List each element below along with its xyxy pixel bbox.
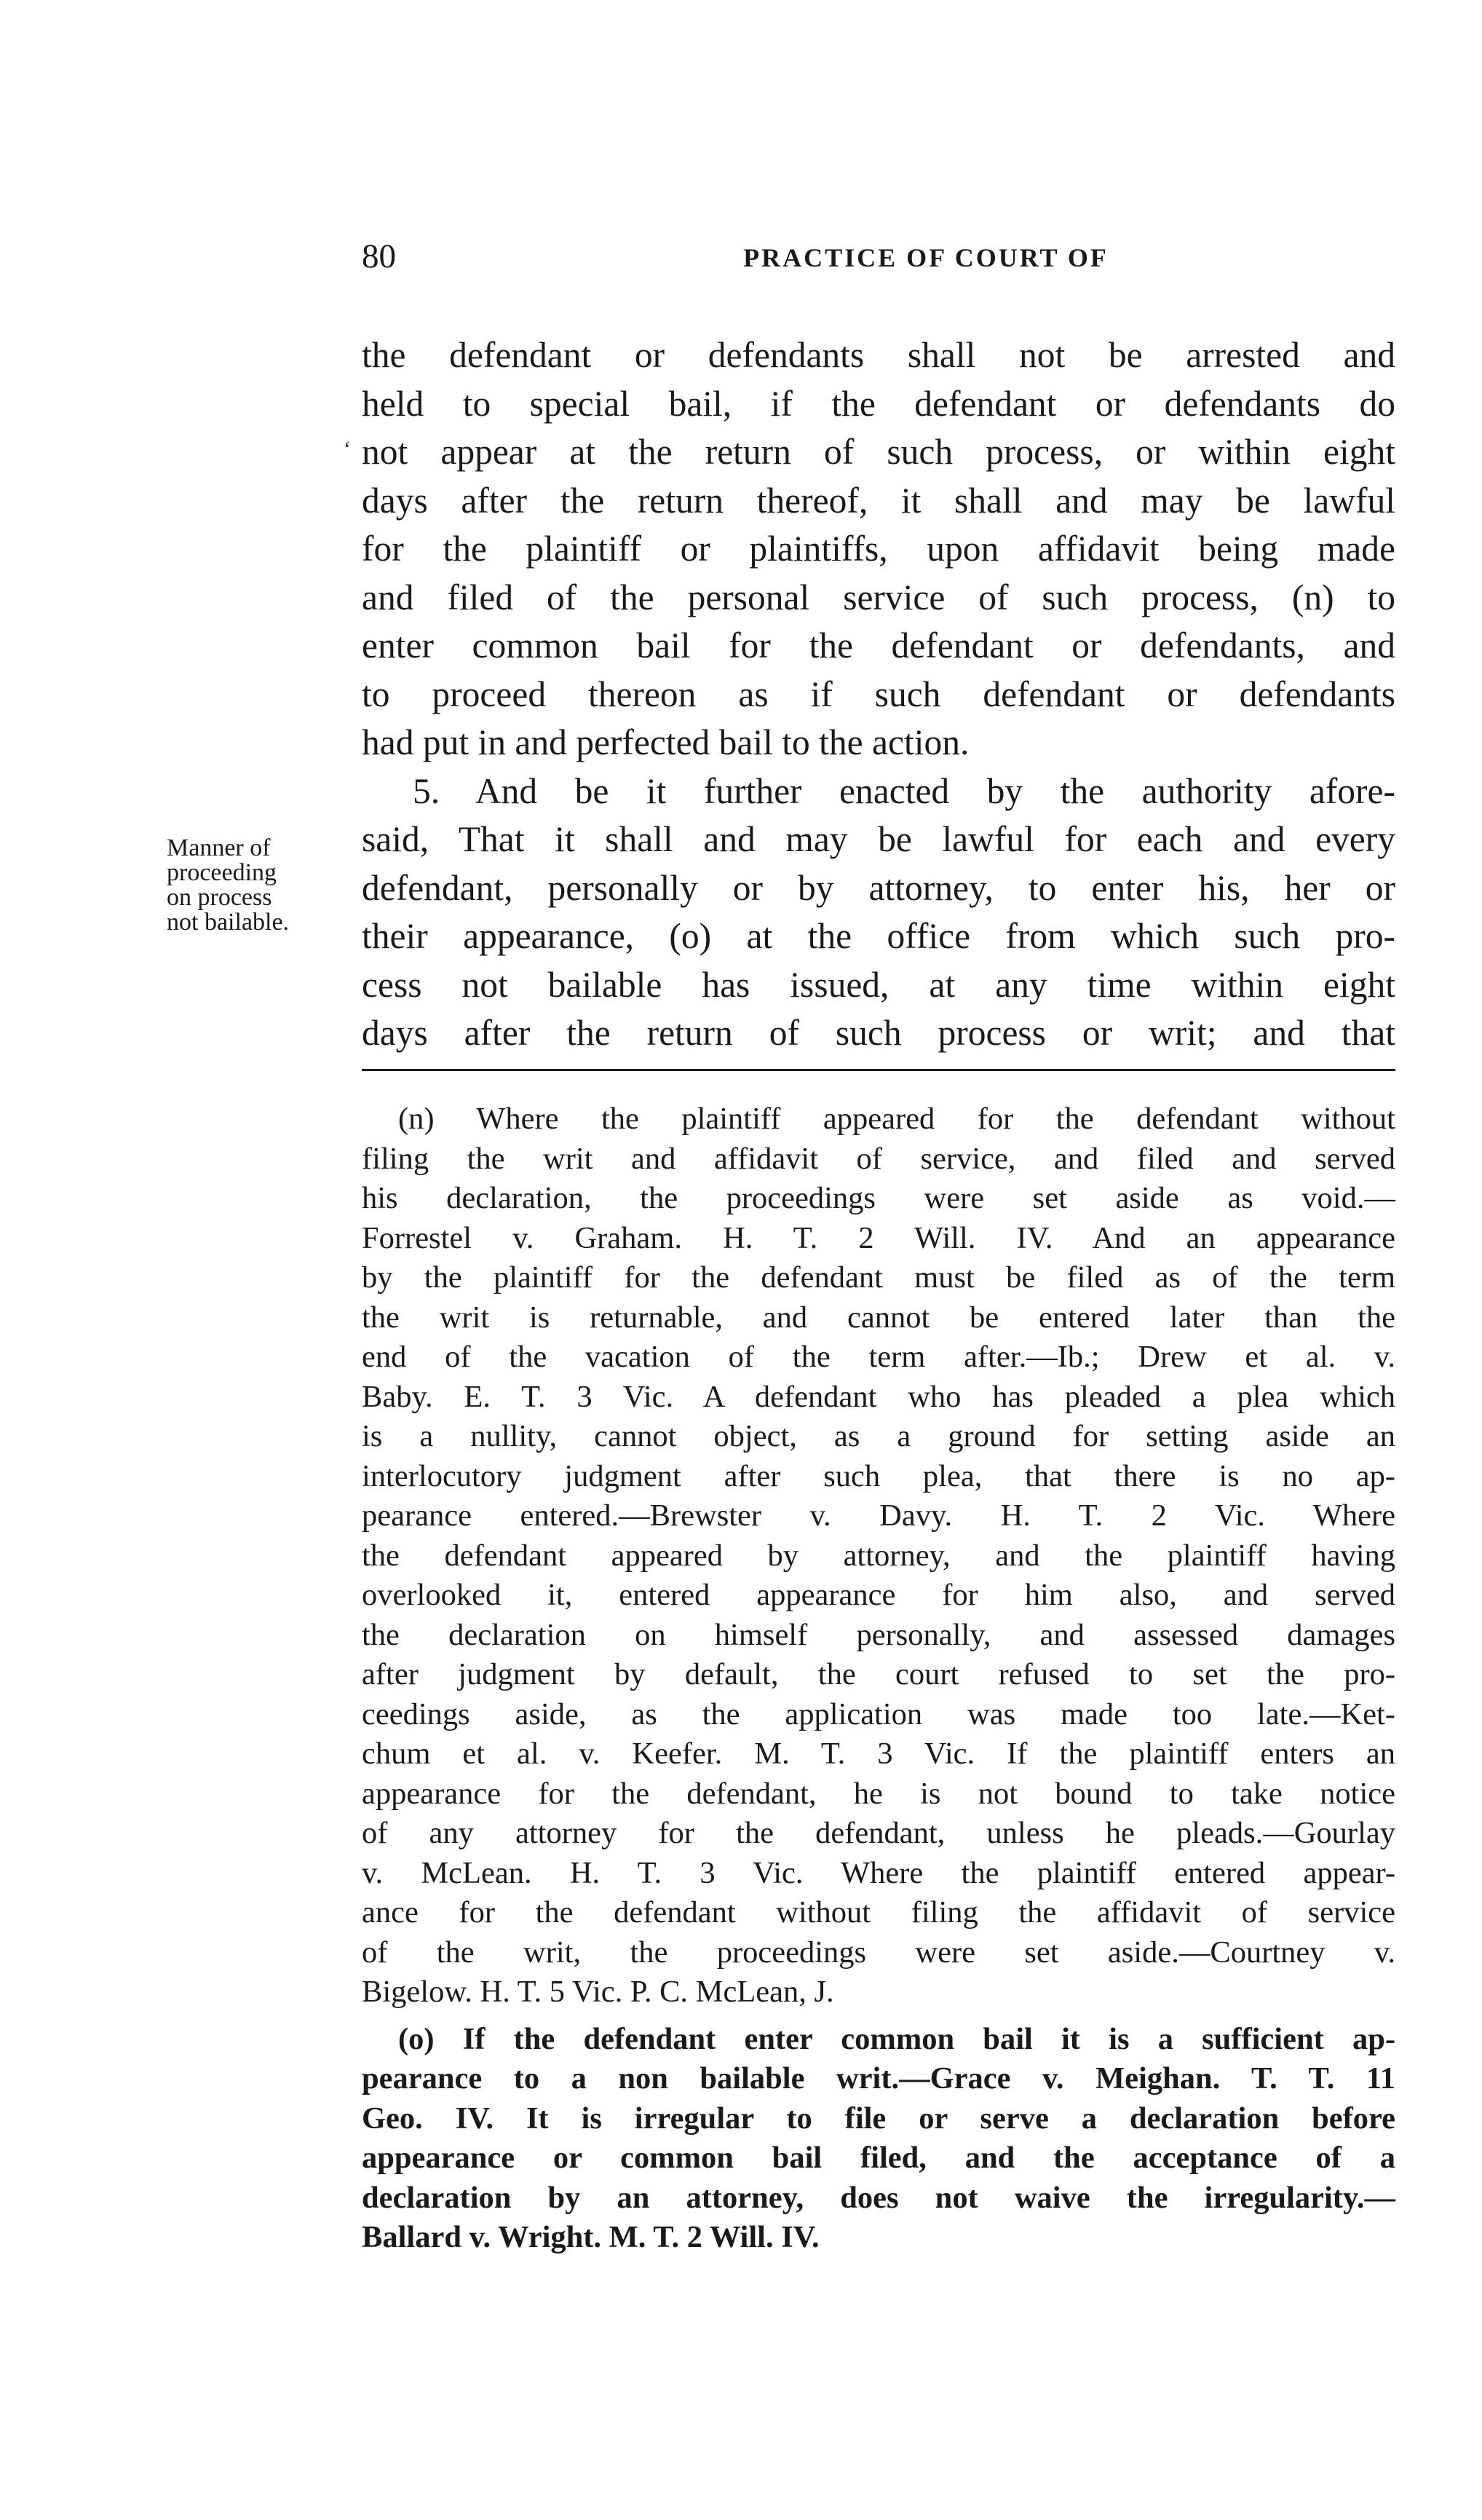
footnote-divider: [362, 1069, 1395, 1071]
footnote-line: declaration by an attorney, does not waive the irregularity.—: [362, 2180, 1395, 2215]
footnote-line: Geo. IV. It is irregular to file or serve a declaration before: [362, 2101, 1395, 2136]
footnote-line: Baby. E. T. 3 Vic. A defendant who has pleaded a plea which: [362, 1379, 1395, 1414]
margin-note-line: Manner of: [167, 834, 271, 861]
body-line: and filed of the personal service of such process, (n) to: [362, 577, 1395, 617]
body-line: for the plaintiff or plaintiffs, upon affidavit being made: [362, 529, 1395, 569]
page-number: 80: [362, 237, 396, 275]
footnotes: [362, 1099, 1395, 2258]
margin-note-line: not bailable.: [167, 909, 290, 936]
footnote-line: the declaration on himself personally, and assessed damages: [362, 1617, 1395, 1652]
body-line: enter common bail for the defendant or defendants, and: [362, 625, 1395, 665]
body-line: defendant, personally or by attorney, to enter his, her or: [362, 867, 1395, 908]
body-line: days after the return thereof, it shall and may be lawful: [362, 480, 1395, 521]
footnote-line: end of the vacation of the term after.—Ib.; Drew et al. v.: [362, 1340, 1395, 1374]
margin-note: [167, 836, 341, 935]
footnote-line: overlooked it, entered appearance for him also, and served: [362, 1578, 1395, 1612]
body-line: days after the return of such process or writ; and that: [362, 1013, 1395, 1053]
footnote-line: appearance for the defendant, he is not bound to take notice: [362, 1776, 1395, 1811]
footnote-line: v. McLean. H. T. 3 Vic. Where the plaintiff entered appear-: [362, 1855, 1395, 1890]
footnote-line: Forrestel v. Graham. H. T. 2 Will. IV. And an appearance: [362, 1220, 1395, 1255]
page-header: [362, 237, 1395, 295]
footnote-line: is a nullity, cannot object, as a ground for setting aside an: [362, 1419, 1395, 1453]
footnote-n: [362, 1099, 1395, 2013]
footnote-line: interlocutory judgment after such plea, that there is no ap-: [362, 1458, 1395, 1493]
body-line: their appearance, (o) at the office from which such pro-: [362, 916, 1395, 956]
footnote-line: by the plaintiff for the defendant must be filed as of the term: [362, 1260, 1395, 1295]
footnote-line: of the writ, the proceedings were set aside.—Courtney v.: [362, 1935, 1395, 1970]
section-5-start: 5. And be it further enacted by the authority afore-: [413, 770, 1395, 811]
body-line: the defendant or defendants shall not be arrested and: [362, 335, 1395, 375]
footnote-line: chum et al. v. Keefer. M. T. 3 Vic. If the plaintiff enters an: [362, 1737, 1395, 1771]
footnote-line: after judgment by default, the court refused to set the pro-: [362, 1657, 1395, 1691]
footnote-gap: [362, 2013, 1395, 2020]
footnote-line: his declaration, the proceedings were set aside as void.—: [362, 1181, 1395, 1215]
body-line: not appear at the return of such process, or within eight: [362, 432, 1395, 472]
body-line: held to special bail, if the defendant or defendants do: [362, 383, 1395, 424]
body-line: said, That it shall and may be lawful for each and every: [362, 819, 1395, 859]
running-head: PRACTICE OF COURT OF: [743, 243, 1109, 272]
footnote-o: [362, 2020, 1395, 2258]
stray-mark: ʻ: [344, 437, 351, 461]
margin-note-line: proceeding: [167, 859, 277, 886]
body-line: to proceed thereon as if such defendant or defendants: [362, 674, 1395, 714]
footnote-line: of any attorney for the defendant, unless he pleads.—Gourlay: [362, 1816, 1395, 1850]
footnote-line: (o) If the defendant enter common bail it is a sufficient ap-: [398, 2021, 1395, 2056]
footnote-line: appearance or common bail filed, and the acceptance of a: [362, 2141, 1395, 2175]
footnote-line: pearance entered.—Brewster v. Davy. H. T. 2 Vic. Where: [362, 1498, 1395, 1533]
footnote-line: Bigelow. H. T. 5 Vic. P. C. McLean, J.: [362, 1975, 834, 2009]
footnote-line: the defendant appeared by attorney, and the plaintiff having: [362, 1538, 1395, 1573]
body-text: [362, 331, 1395, 1058]
footnote-line: filing the writ and affidavit of service, and filed and served: [362, 1141, 1395, 1176]
footnote-line: ceedings aside, as the application was made too late.—Ket-: [362, 1697, 1395, 1731]
body-line: cess not bailable has issued, at any time within eight: [362, 964, 1395, 1005]
footnote-line: the writ is returnable, and cannot be entered later than the: [362, 1300, 1395, 1335]
footnote-line: Ballard v. Wright. M. T. 2 Will. IV.: [362, 2220, 820, 2254]
footnote-line: (n) Where the plaintiff appeared for the defendant without: [398, 1102, 1395, 1136]
body-line: had put in and perfected bail to the action.: [362, 722, 970, 762]
footnote-line: pearance to a non bailable writ.—Grace v. Meighan. T. T. 11: [362, 2061, 1395, 2096]
footnote-line: ance for the defendant without filing the affidavit of service: [362, 1895, 1395, 1930]
margin-note-line: on process: [167, 884, 272, 911]
